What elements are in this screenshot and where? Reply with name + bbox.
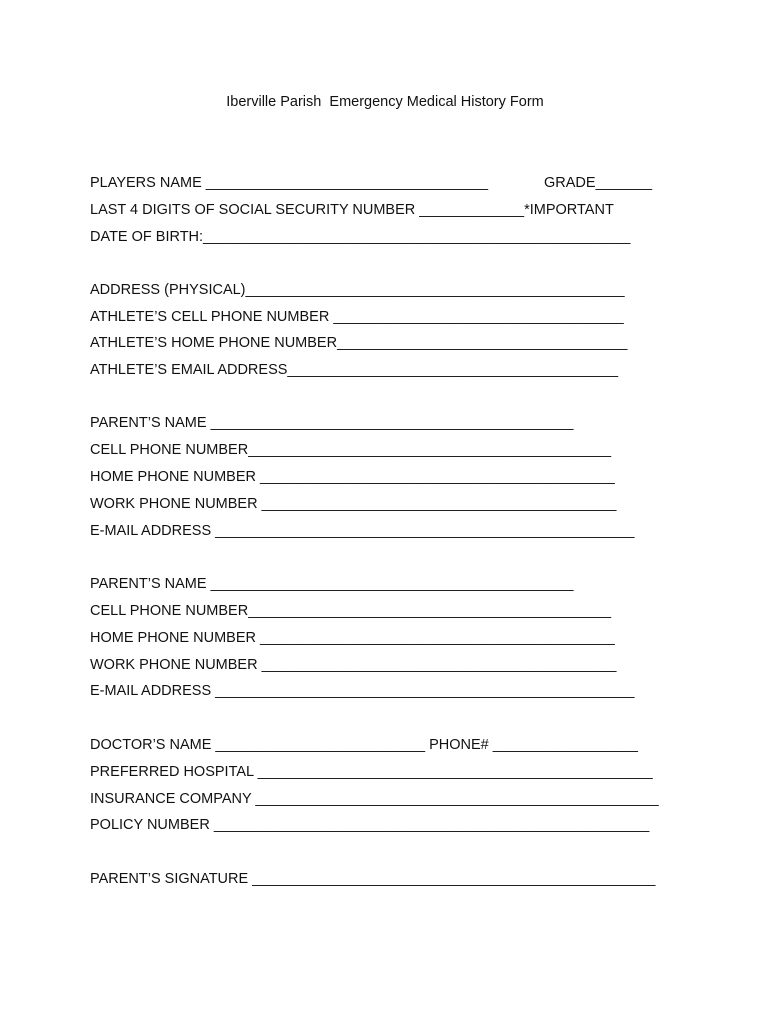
athlete-email-field[interactable]: ATHLETE’S EMAIL ADDRESS_________________________________________ — [90, 362, 619, 378]
ssn-last4-field[interactable]: LAST 4 DIGITS OF SOCIAL SECURITY NUMBER _____________*IMPORTANT — [90, 202, 614, 218]
parent1-work-phone-field[interactable]: WORK PHONE NUMBER ____________________________________________ — [90, 496, 617, 512]
parent-signature-field[interactable]: PARENT’S SIGNATURE __________________________________________________ — [90, 871, 656, 887]
parent1-email-field[interactable]: E-MAIL ADDRESS ____________________________________________________ — [90, 523, 635, 539]
parent1-cell-phone-field[interactable]: CELL PHONE NUMBER_____________________________________________ — [90, 442, 612, 458]
insurance-company-field[interactable]: INSURANCE COMPANY __________________________________________________ — [90, 791, 659, 807]
parent2-cell-phone-field[interactable]: CELL PHONE NUMBER_____________________________________________ — [90, 603, 612, 619]
parent1-name-field[interactable]: PARENT’S NAME _____________________________________________ — [90, 415, 574, 431]
policy-number-field[interactable]: POLICY NUMBER ______________________________________________________ — [90, 817, 650, 833]
athlete-cell-phone-field[interactable]: ATHLETE’S CELL PHONE NUMBER ____________________________________ — [90, 309, 624, 325]
date-of-birth-field[interactable]: DATE OF BIRTH:_____________________________________________________ — [90, 229, 631, 245]
parent1-home-phone-field[interactable]: HOME PHONE NUMBER ____________________________________________ — [90, 469, 615, 485]
grade-field[interactable]: GRADE_______ — [544, 175, 653, 191]
doctor-name-phone-field[interactable]: DOCTOR’S NAME __________________________ PHONE# __________________ — [90, 737, 638, 753]
athlete-home-phone-field[interactable]: ATHLETE’S HOME PHONE NUMBER____________________________________ — [90, 335, 628, 351]
parent2-name-field[interactable]: PARENT’S NAME _____________________________________________ — [90, 576, 574, 592]
form-title: Iberville Parish Emergency Medical History Form — [226, 94, 544, 110]
players-name-field[interactable]: PLAYERS NAME ___________________________________ — [90, 175, 489, 191]
parent2-email-field[interactable]: E-MAIL ADDRESS ____________________________________________________ — [90, 683, 635, 699]
preferred-hospital-field[interactable]: PREFERRED HOSPITAL _________________________________________________ — [90, 764, 653, 780]
parent2-work-phone-field[interactable]: WORK PHONE NUMBER ____________________________________________ — [90, 657, 617, 673]
physical-address-field[interactable]: ADDRESS (PHYSICAL)_______________________________________________ — [90, 282, 625, 298]
parent2-home-phone-field[interactable]: HOME PHONE NUMBER ____________________________________________ — [90, 630, 615, 646]
